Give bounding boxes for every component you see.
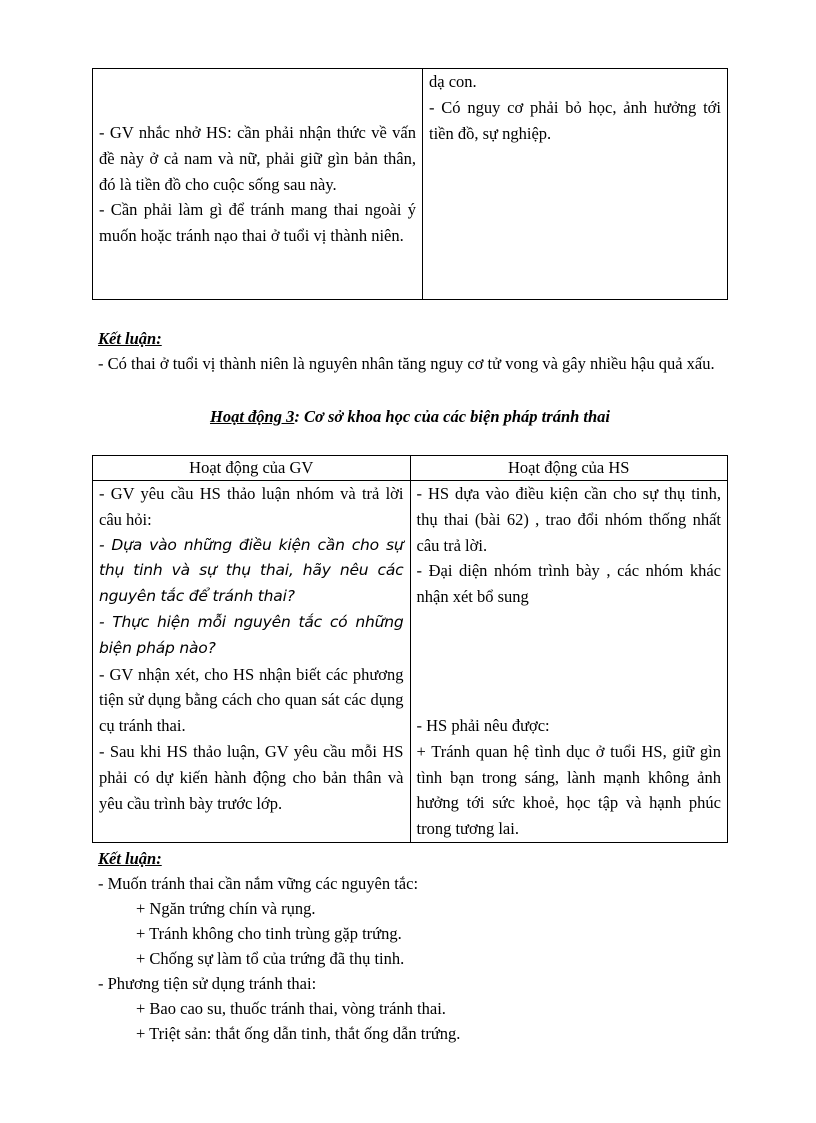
hs-cell [423, 69, 728, 300]
activity-title [92, 405, 728, 429]
gv-question-text: - Cần phải làm gì để tránh mang thai ngoài ý muốn hoặc tránh nạo thai ở tuổi vị thành niên. [99, 200, 416, 246]
conclusion-heading: Kết luận: [98, 849, 162, 868]
hs-text-2: - Có nguy cơ phải bỏ học, ảnh hưởng tới tiền đồ, sự nghiệp. [429, 97, 721, 143]
hs-text-1: dạ con. [429, 72, 477, 91]
conclusion-1 [98, 326, 728, 376]
activity-table [92, 455, 728, 843]
conclusion-line: - Muốn tránh thai cần nắm vững các nguyên tắc: [98, 874, 419, 893]
header-gv: Hoạt động của GV [93, 456, 411, 481]
conclusion-heading: Kết luận: [98, 329, 162, 348]
gv-question-1: - Dựa vào những điều kiện cần cho sự thụ tinh và sự thụ thai, hãy nêu các nguyên tắc để tránh thai? [99, 535, 404, 606]
table-row [93, 481, 728, 843]
activity-label: Hoạt động 3 [209, 407, 295, 426]
gv-cell [93, 69, 423, 300]
header-hs: Hoạt động của HS [410, 456, 728, 481]
conclusion-text: - Có thai ở tuổi vị thành niên là nguyên nhân tăng nguy cơ tử vong và gây nhiều hậu quả xấu. [98, 354, 715, 373]
conclusion-line: + Chống sự làm tổ của trứng đã thụ tinh. [136, 949, 405, 968]
hs-activity-2: - Đại diện nhóm trình bày , các nhóm khác nhận xét bổ sung [416, 561, 721, 607]
conclusion-line: + Ngăn trứng chín và rụng. [136, 899, 316, 918]
conclusion-line: + Tránh không cho tinh trùng gặp trứng. [136, 924, 402, 943]
hs-activity-4: + Tránh quan hệ tình dục ở tuổi HS, giữ gìn tình bạn trong sáng, lành mạnh không ảnh hưởng tới sức khoẻ, học tập và hạnh phúc trong tương lai. [416, 741, 721, 839]
gv-text-1: - GV yêu cầu HS thảo luận nhóm và trả lời câu hỏi: [99, 484, 404, 529]
conclusion-2 [98, 846, 728, 1046]
gv-text-2: - GV nhận xét, cho HS nhận biết các phương tiện sử dụng bằng cách cho quan sát các dụng cụ tránh thai. [99, 664, 404, 736]
gv-activity-cell [93, 481, 411, 843]
conclusion-line: + Bao cao su, thuốc tránh thai, vòng tránh thai. [136, 999, 446, 1018]
activity-title-rest: : Cơ sở khoa học của các biện pháp tránh thai [294, 407, 611, 426]
hs-activity-cell [410, 481, 728, 843]
hs-activity-3: - HS phải nêu được: [416, 715, 550, 735]
table-row [93, 69, 728, 300]
gv-text-3: - Sau khi HS thảo luận, GV yêu cầu mỗi HS phải có dự kiến hành động cho bản thân và yêu cầu trình bày trước lớp. [99, 741, 404, 813]
table-continuation [92, 68, 728, 300]
gv-reminder-text: - GV nhắc nhở HS: cần phải nhận thức về vấn đề này ở cả nam và nữ, phải giữ gìn bản thân, đó là tiền đồ cho cuộc sống sau này. [99, 123, 416, 194]
hs-activity-1: - HS dựa vào điều kiện cần cho sự thụ tinh, thụ thai (bài 62) , trao đổi nhóm thống nhất câu trả lời. [416, 484, 721, 555]
table-header-row [93, 456, 728, 481]
conclusion-line: - Phương tiện sử dụng tránh thai: [98, 974, 317, 993]
gv-question-2: - Thực hiện mỗi nguyên tắc có những biện pháp nào? [99, 612, 404, 657]
conclusion-line: + Triệt sản: thắt ống dẫn tinh, thắt ống dẫn trứng. [136, 1024, 461, 1043]
